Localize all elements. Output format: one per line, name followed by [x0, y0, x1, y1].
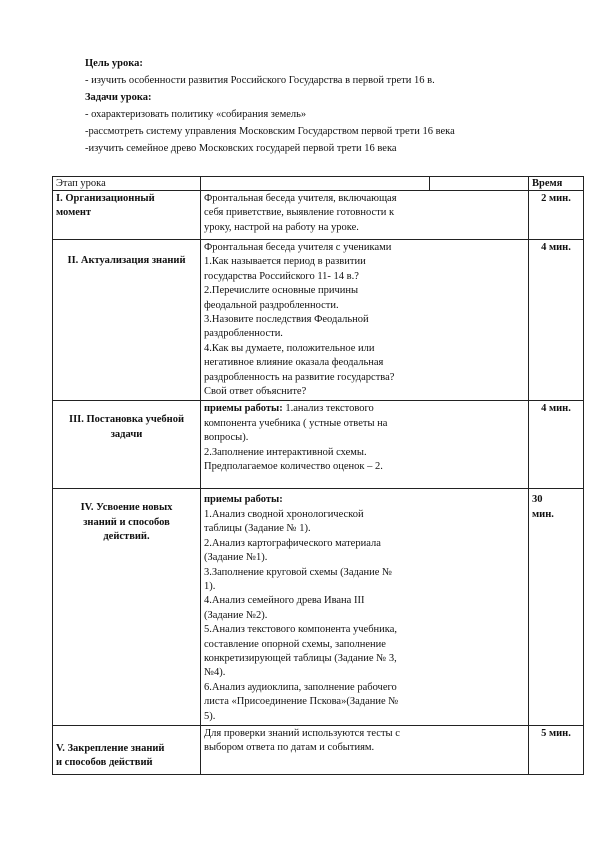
content-cell: [201, 191, 529, 240]
content-line: 6.Анализ аудиоклипа, заполнение рабочего: [204, 681, 397, 693]
table-row: [53, 191, 584, 240]
header-empty: [201, 177, 430, 191]
stage-line: задачи: [110, 428, 143, 440]
stage-line: I. Организационный: [56, 193, 155, 204]
content-cell: [201, 725, 529, 774]
content-line: вопросы).: [204, 432, 249, 444]
content-line: раздробленности.: [204, 328, 283, 340]
content-line: уроку, настрой на работу на уроке.: [204, 221, 359, 233]
tasks-heading: Задачи урока:: [85, 92, 152, 103]
content-line: государства Российского 11- 14 в.?: [204, 270, 359, 282]
header-stage: Этап урока: [53, 177, 201, 191]
lesson-intro: [85, 55, 555, 157]
content-line: 2.Анализ картографического материала: [204, 537, 381, 549]
content-line: компонента учебника ( устные ответы на: [204, 417, 388, 429]
time-cell: 2 мин.: [529, 191, 584, 240]
content-cell: [201, 401, 529, 489]
content-line: листа «Присоединение Пскова»(Задание №: [204, 696, 399, 708]
goal-heading: Цель урока:: [85, 58, 143, 69]
content-line: раздробленность на развитие государства?: [204, 371, 395, 383]
content-line: (Задание №1).: [204, 552, 268, 564]
content-line: Фронтальная беседа учителя с учениками: [204, 242, 392, 253]
stage-cell: [53, 489, 201, 726]
content-line: 3.Заполнение круговой схемы (Задание №: [204, 566, 393, 578]
time-cell: [529, 489, 584, 726]
stage-line: V. Закрепление знаний: [56, 742, 165, 754]
content-line: 4.Как вы думаете, положительное или: [204, 342, 375, 354]
content-line: Фронтальная беседа учителя, включающая: [204, 193, 397, 204]
content-line: конкретизирующей таблицы (Задание № 3,: [204, 652, 397, 664]
stage-line: момент: [56, 207, 92, 219]
content-line: составление опорной схемы, заполнение: [204, 638, 386, 650]
stage-cell: [53, 240, 201, 401]
time-cell: 4 мин.: [529, 401, 584, 489]
content-line: №4).: [204, 667, 226, 679]
content-line: негативное влияние оказала феодальная: [204, 357, 384, 369]
methods-label: приемы работы:: [204, 403, 283, 415]
content-line: Предполагаемое количество оценок – 2.: [204, 461, 383, 473]
task-item: -изучить семейное древо Московских государей первой трети 16 века: [85, 143, 397, 154]
content-cell: [201, 489, 529, 726]
stage-line: III. Постановка учебной: [68, 414, 185, 426]
header-empty: [430, 177, 529, 191]
stage-line: IV. Усвоение новых: [80, 502, 173, 514]
stage-line: и способов действий: [56, 757, 153, 769]
table-row: [53, 489, 584, 726]
content-line: 5.Анализ текстового компонента учебника,: [204, 624, 397, 636]
goal-item: - изучить особенности развития Российского Государства в первой трети 16 в.: [85, 75, 435, 86]
content-line: Свой ответ объясните?: [204, 386, 307, 398]
table-row: [53, 401, 584, 489]
content-cell: [201, 240, 529, 401]
task-item: -рассмотреть систему управления Московским Государством первой трети 16 века: [85, 126, 455, 137]
time-line: 30: [532, 494, 543, 506]
table-row: [53, 240, 584, 401]
content-line: 2.Перечислите основные причины: [204, 285, 359, 297]
task-item: - охарактеризовать политику «собирания земель»: [85, 109, 307, 120]
time-cell: 5 мин.: [529, 725, 584, 774]
content-line: 3.Назовите последствия Феодальной: [204, 314, 369, 326]
content-line: таблицы (Задание № 1).: [204, 523, 311, 535]
content-line: выбором ответа по датам и событиям.: [204, 742, 375, 754]
time-line: мин.: [532, 508, 554, 520]
content-line: 1.Как называется период в развитии: [204, 256, 366, 268]
content-line: феодальной раздробленности.: [204, 299, 339, 311]
stage-line: знаний и способов: [83, 516, 170, 528]
content-line: 1.Анализ сводной хронологической: [204, 508, 364, 520]
stage-cell: [53, 401, 201, 489]
content-line: 4.Анализ семейного древа Ивана III: [204, 595, 365, 607]
content-line: 1).: [204, 580, 216, 592]
content-line: [204, 402, 525, 416]
content-line: Для проверки знаний используются тесты с: [204, 727, 400, 739]
content-line: (Задание №2).: [204, 609, 268, 621]
methods-label: приемы работы:: [204, 494, 283, 506]
content-line: 2.Заполнение интерактивной схемы.: [204, 446, 367, 458]
content-text: 1.анализ текстового: [282, 403, 374, 415]
stage-cell: [53, 725, 201, 774]
content-line: себя приветствие, выявление готовности к: [204, 207, 395, 219]
stage-line: действий.: [103, 531, 150, 543]
content-line: 5).: [204, 710, 216, 722]
table-header-row: [53, 177, 584, 191]
header-time: Время: [529, 177, 584, 191]
stage-cell: [53, 191, 201, 240]
table-row: [53, 725, 584, 774]
lesson-plan-table: [52, 176, 584, 775]
stage-line: II. Актуализация знаний: [67, 255, 186, 266]
time-cell: 4 мин.: [529, 240, 584, 401]
